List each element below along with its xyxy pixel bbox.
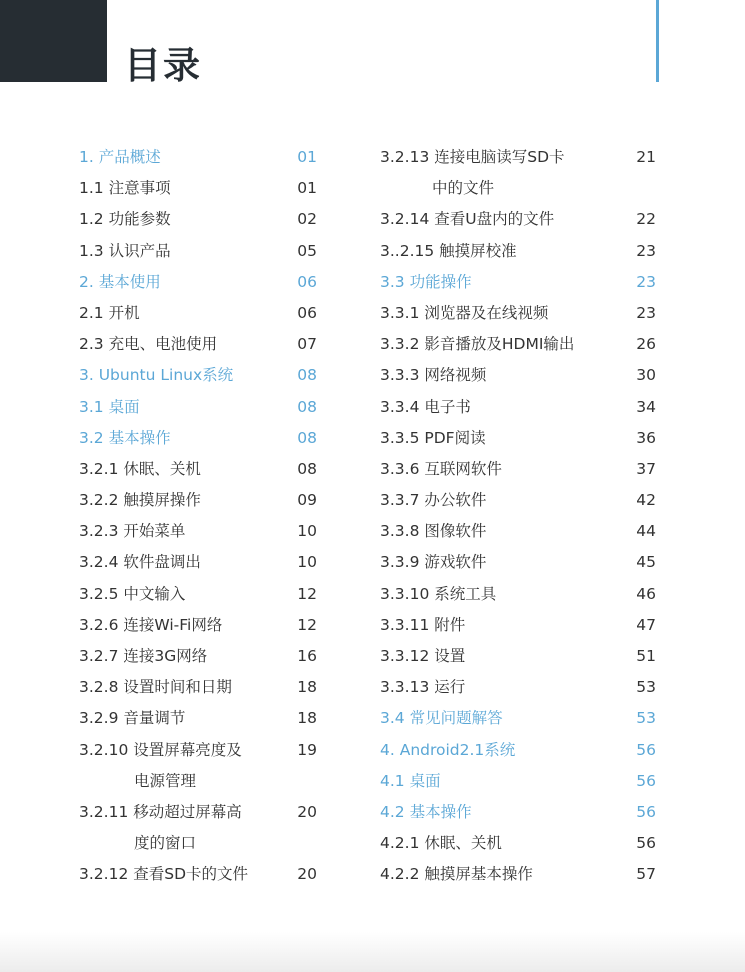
toc-section-entry[interactable] bbox=[380, 267, 656, 298]
toc-page-number: 57 bbox=[636, 865, 656, 884]
toc-entry[interactable] bbox=[79, 454, 317, 485]
toc-entry-title: 4.2 基本操作 bbox=[380, 802, 472, 821]
toc-entry-title: 1. 产品概述 bbox=[79, 148, 161, 166]
toc-entry-title: 2.3 充电、电池使用 bbox=[79, 335, 218, 354]
toc-entry-title: 2. 基本使用 bbox=[79, 272, 161, 291]
toc-entry-title: 4.2.2 触摸屏基本操作 bbox=[380, 865, 533, 884]
toc-page-number: 18 bbox=[297, 678, 317, 697]
toc-page-number: 08 bbox=[297, 428, 317, 447]
toc-entry[interactable] bbox=[79, 204, 317, 235]
toc-entry[interactable] bbox=[79, 516, 317, 547]
toc-page-number: 08 bbox=[297, 459, 317, 478]
page-bottom-shadow bbox=[0, 932, 745, 972]
toc-entry[interactable] bbox=[380, 672, 656, 703]
toc-page-number: 36 bbox=[636, 428, 656, 447]
toc-entry[interactable] bbox=[79, 766, 317, 797]
toc-entry[interactable] bbox=[380, 828, 656, 859]
toc-page-number: 53 bbox=[636, 678, 656, 697]
toc-page-number: 20 bbox=[297, 865, 317, 884]
toc-section-entry[interactable] bbox=[79, 392, 317, 423]
toc-left-column bbox=[79, 142, 317, 891]
toc-page-number: 09 bbox=[297, 491, 317, 510]
toc-page-number: 44 bbox=[636, 522, 656, 541]
toc-page-number: 12 bbox=[297, 584, 317, 603]
toc-section-entry[interactable] bbox=[79, 423, 317, 454]
toc-right-column bbox=[380, 142, 656, 891]
toc-entry-title: 3.3.3 网络视频 bbox=[380, 366, 487, 385]
toc-entry[interactable] bbox=[380, 329, 656, 360]
toc-entry[interactable] bbox=[79, 485, 317, 516]
corner-block bbox=[0, 0, 107, 82]
toc-page-number: 16 bbox=[297, 647, 317, 665]
toc-entry-title: 3.4 常见问题解答 bbox=[380, 709, 503, 728]
toc-entry-title: 3.2.10 设置屏幕亮度及 bbox=[79, 740, 242, 759]
toc-section-entry[interactable] bbox=[380, 797, 656, 828]
toc-page-number: 08 bbox=[297, 366, 317, 385]
toc-entry-title: 3.3.2 影音播放及HDMI输出 bbox=[380, 335, 575, 354]
toc-entry[interactable] bbox=[79, 236, 317, 267]
toc-entry-title: 3.3.12 设置 bbox=[380, 647, 466, 665]
toc-page-number: 42 bbox=[636, 491, 656, 510]
toc-entry-title: 3.2.8 设置时间和日期 bbox=[79, 678, 232, 697]
toc-page-number: 12 bbox=[297, 615, 317, 634]
toc-entry-title: 1.3 认识产品 bbox=[79, 241, 171, 260]
toc-page-number: 07 bbox=[297, 335, 317, 354]
toc-entry-title: 3. Ubuntu Linux系统 bbox=[79, 366, 234, 385]
toc-page-number: 26 bbox=[636, 335, 656, 354]
toc-page-number: 30 bbox=[636, 366, 656, 385]
toc-entry[interactable] bbox=[380, 516, 656, 547]
toc-entry[interactable] bbox=[79, 797, 317, 828]
toc-entry-title: 3.3.4 电子书 bbox=[380, 397, 471, 416]
toc-entry-title: 3.2.4 软件盘调出 bbox=[79, 553, 201, 572]
toc-page-number: 56 bbox=[636, 802, 656, 821]
toc-entry[interactable] bbox=[380, 859, 656, 890]
toc-page-number: 34 bbox=[636, 397, 656, 416]
toc-page-number: 20 bbox=[297, 802, 317, 821]
toc-page-number: 47 bbox=[636, 615, 656, 634]
toc-page-number: 45 bbox=[636, 553, 656, 572]
toc-page-number: 05 bbox=[297, 241, 317, 260]
toc-page-number: 08 bbox=[297, 397, 317, 416]
toc-entry[interactable] bbox=[79, 703, 317, 734]
toc-entry-title: 1.1 注意事项 bbox=[79, 179, 171, 198]
toc-section-entry[interactable] bbox=[79, 142, 317, 173]
toc-entry-title: 3..2.15 触摸屏校准 bbox=[380, 241, 517, 260]
toc-entry-title: 中的文件 bbox=[432, 179, 495, 198]
toc-entry[interactable] bbox=[79, 547, 317, 578]
toc-entry-title: 4.1 桌面 bbox=[380, 771, 441, 790]
toc-entry[interactable] bbox=[79, 735, 317, 766]
toc-entry-title: 4. Android2.1系统 bbox=[380, 740, 516, 759]
toc-page-number: 18 bbox=[297, 709, 317, 728]
toc-entry-title: 3.3.13 运行 bbox=[380, 678, 466, 697]
toc-entry-title: 3.2.9 音量调节 bbox=[79, 709, 186, 728]
toc-page-number: 46 bbox=[636, 584, 656, 603]
toc-entry-title: 3.2.2 触摸屏操作 bbox=[79, 491, 201, 510]
toc-page-number: 23 bbox=[636, 303, 656, 322]
toc-entry-title: 3.1 桌面 bbox=[79, 397, 140, 416]
toc-entry[interactable] bbox=[79, 579, 317, 610]
toc-entry[interactable] bbox=[380, 579, 656, 610]
toc-entry-title: 3.2.11 移动超过屏幕高 bbox=[79, 802, 242, 821]
toc-entry[interactable] bbox=[79, 828, 317, 859]
toc-entry[interactable] bbox=[380, 641, 656, 672]
toc-section-entry[interactable] bbox=[380, 735, 656, 766]
toc-entry[interactable] bbox=[79, 173, 317, 204]
toc-entry-title: 3.2 基本操作 bbox=[79, 428, 171, 447]
toc-page-number: 53 bbox=[636, 709, 656, 728]
toc-entry-title: 3.3.6 互联网软件 bbox=[380, 459, 502, 478]
toc-entry[interactable] bbox=[380, 392, 656, 423]
toc-entry-title: 3.3.9 游戏软件 bbox=[380, 553, 487, 572]
toc-entry[interactable] bbox=[79, 610, 317, 641]
toc-entry-title: 3.2.12 查看SD卡的文件 bbox=[79, 865, 249, 884]
toc-section-entry[interactable] bbox=[79, 360, 317, 391]
toc-section-entry[interactable] bbox=[380, 703, 656, 734]
toc-entry[interactable] bbox=[380, 454, 656, 485]
toc-page-number: 02 bbox=[297, 210, 317, 229]
toc-entry[interactable] bbox=[380, 610, 656, 641]
toc-page-number: 23 bbox=[636, 272, 656, 291]
toc-entry-title: 电源管理 bbox=[134, 771, 197, 790]
toc-entry-title: 3.3.10 系统工具 bbox=[380, 584, 497, 603]
toc-entry-title: 3.3.11 附件 bbox=[380, 615, 466, 634]
toc-entry[interactable] bbox=[380, 547, 656, 578]
toc-entry-title: 1.2 功能参数 bbox=[79, 210, 171, 229]
toc-entry[interactable] bbox=[380, 236, 656, 267]
toc-page-number: 01 bbox=[297, 179, 317, 198]
toc-page-number: 56 bbox=[636, 740, 656, 759]
toc-section-entry[interactable] bbox=[380, 766, 656, 797]
toc-entry[interactable] bbox=[380, 485, 656, 516]
toc-entry[interactable] bbox=[380, 360, 656, 391]
toc-entry[interactable] bbox=[380, 423, 656, 454]
toc-entry-title: 3.2.6 连接Wi-Fi网络 bbox=[79, 615, 223, 634]
toc-page-number: 10 bbox=[297, 553, 317, 572]
toc-entry[interactable] bbox=[380, 173, 656, 204]
toc-page-number: 56 bbox=[636, 834, 656, 853]
toc-page-number: 22 bbox=[636, 210, 656, 229]
header-accent-line bbox=[656, 0, 659, 82]
toc-entry[interactable] bbox=[380, 298, 656, 329]
toc-entry-title: 度的窗口 bbox=[134, 834, 197, 853]
toc-page-number: 37 bbox=[636, 459, 656, 478]
toc-entry[interactable] bbox=[380, 204, 656, 235]
toc-entry[interactable] bbox=[79, 298, 317, 329]
toc-page-number: 06 bbox=[297, 272, 317, 291]
toc-page-number: 51 bbox=[636, 647, 656, 665]
toc-section-entry[interactable] bbox=[79, 267, 317, 298]
toc-page-number: 21 bbox=[636, 148, 656, 166]
toc-entry-title: 3.2.14 查看U盘内的文件 bbox=[380, 210, 555, 229]
toc-entry-title: 3.3.8 图像软件 bbox=[380, 522, 487, 541]
toc-entry[interactable] bbox=[79, 672, 317, 703]
toc-entry-title: 3.2.1 休眠、关机 bbox=[79, 459, 201, 478]
toc-page-number: 06 bbox=[297, 303, 317, 322]
toc-entry-title: 3.2.3 开始菜单 bbox=[79, 522, 186, 541]
toc-page-number: 19 bbox=[297, 740, 317, 759]
toc-entry-title: 3.2.13 连接电脑读写SD卡 bbox=[380, 148, 565, 166]
toc-page-number: 23 bbox=[636, 241, 656, 260]
toc-entry[interactable] bbox=[79, 329, 317, 360]
toc-entry-title: 3.3.1 浏览器及在线视频 bbox=[380, 303, 549, 322]
toc-entry-title: 3.3 功能操作 bbox=[380, 272, 472, 291]
toc-entry-title: 3.3.5 PDF阅读 bbox=[380, 428, 486, 447]
toc-entry[interactable] bbox=[380, 142, 656, 173]
toc-page-number: 01 bbox=[297, 148, 317, 166]
toc-entry-title: 2.1 开机 bbox=[79, 303, 140, 322]
toc-entry-title: 3.2.5 中文输入 bbox=[79, 584, 186, 603]
toc-entry-title: 3.2.7 连接3G网络 bbox=[79, 647, 208, 665]
toc-entry-title: 4.2.1 休眠、关机 bbox=[380, 834, 502, 853]
toc-entry[interactable] bbox=[79, 859, 317, 890]
toc-page-number: 10 bbox=[297, 522, 317, 541]
toc-entry-title: 3.3.7 办公软件 bbox=[380, 491, 487, 510]
toc-entry[interactable] bbox=[79, 641, 317, 672]
page-title: 目录 bbox=[124, 44, 202, 87]
toc-page-number: 56 bbox=[636, 771, 656, 790]
